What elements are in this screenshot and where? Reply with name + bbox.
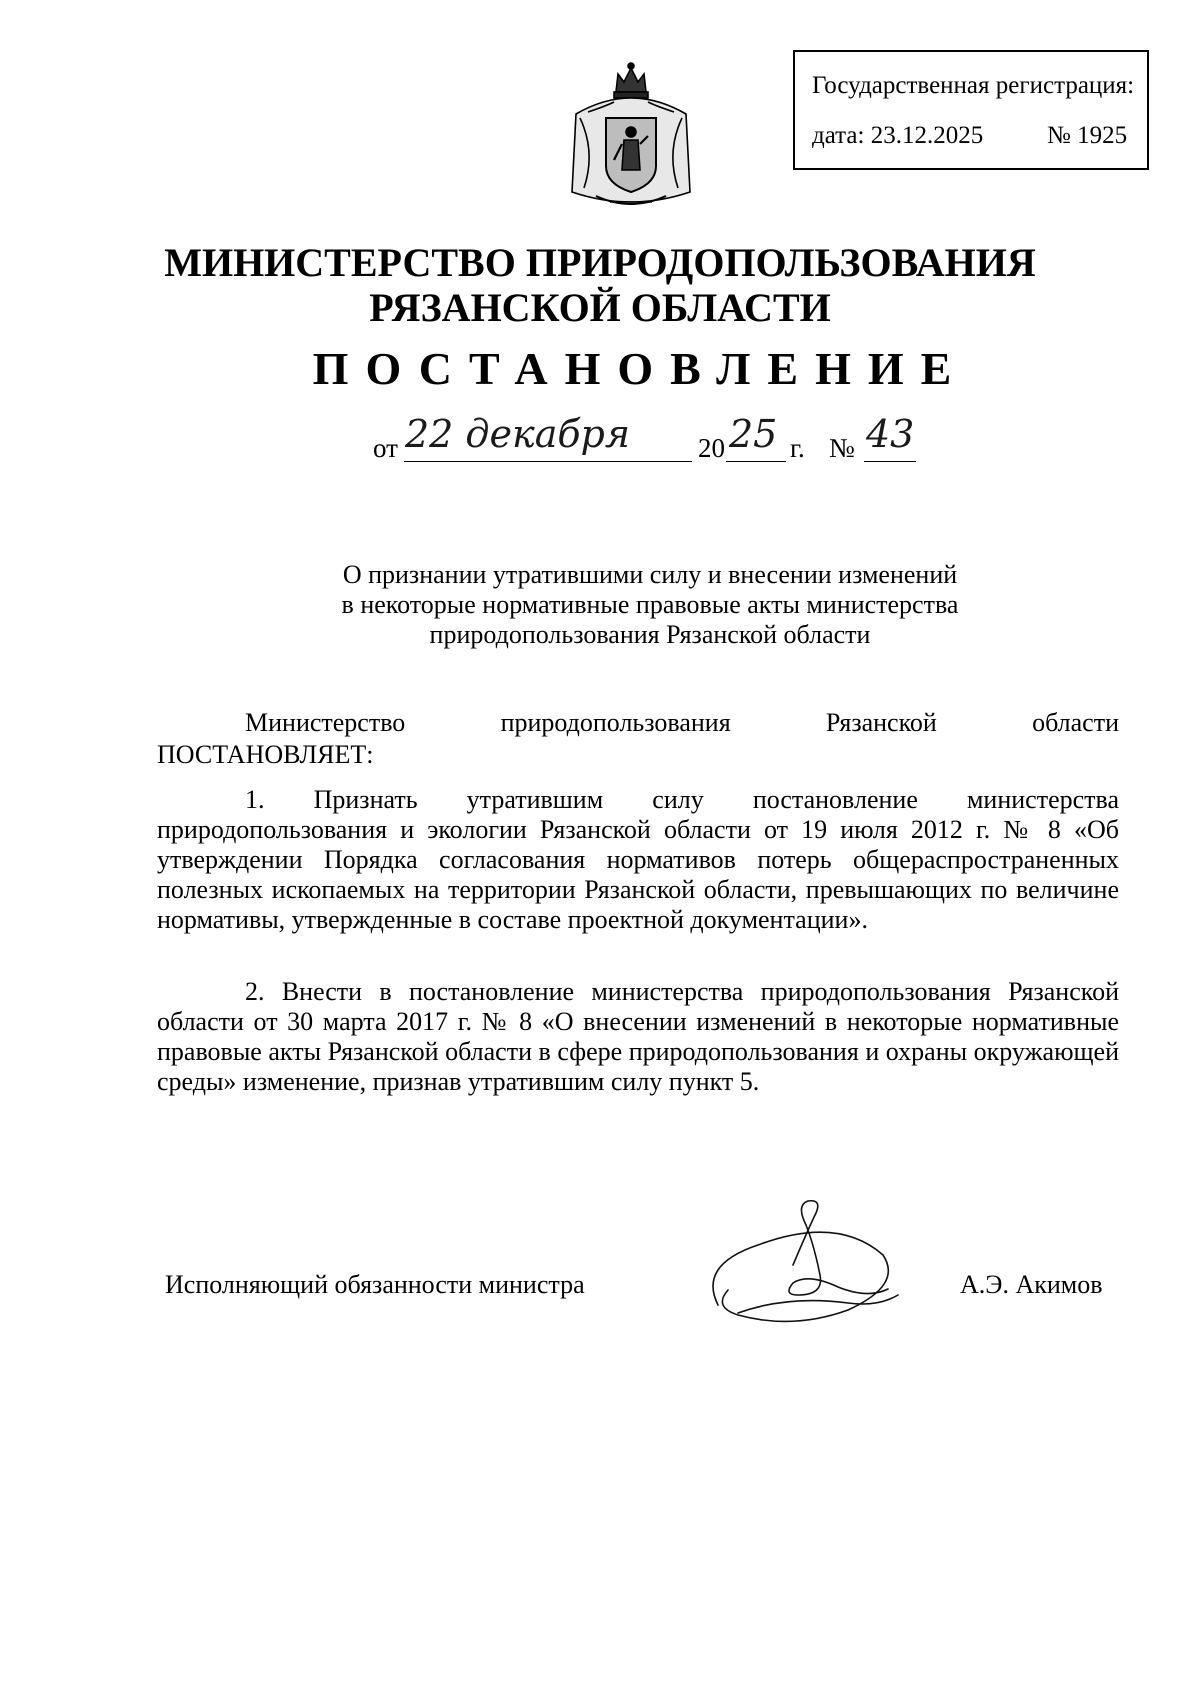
handwritten-date: 22 декабря	[405, 412, 631, 456]
document-title-line2: в некоторые нормативные правовые акты министерства	[341, 590, 959, 619]
document-title	[180, 560, 1120, 650]
handwritten-number: 43	[866, 412, 915, 456]
preamble-word-nature: природопользования	[500, 708, 731, 737]
signer-name: А.Э. Акимов	[960, 1270, 1103, 1299]
year-suffix: г.	[790, 433, 805, 463]
paragraph-1: 1. Признать утратившим силу постановление министерства природопользования и экологии Рязанской области от 19 июля 2012 г. № 8 «Об утверждении Порядка согласования нормативов потерь общераспространенных полезных ископаемых на территории Рязанской области, превышающих по величине нормативы, утвержденные в составе проектной документации».	[157, 785, 1119, 934]
document-title-line3: природопользования Рязанской области	[429, 620, 871, 649]
coat-of-arms-emblem	[566, 62, 696, 214]
signer-position: Исполняющий обязанности министра	[165, 1270, 585, 1299]
paragraph-2: 2. Внести в постановление министерства природопользования Рязанской области от 30 марта 2017 г. № 8 «О внесении изменений в некоторые нормативные правовые акты Рязанской области в сфере природопользования и охраны окружающей среды» изменение, признав утратившим силу пункт 5.	[157, 977, 1119, 1096]
ministry-name-line2: РЯЗАНСКОЙ ОБЛАСТИ	[369, 285, 831, 330]
year-prefix: 20	[698, 433, 725, 463]
registration-title: Государственная регистрация:	[812, 72, 1135, 99]
handwritten-year: 25	[729, 412, 778, 456]
date-underline	[404, 461, 692, 462]
document-type-heading: ПОСТАНОВЛЕНИЕ	[312, 343, 969, 394]
registration-number: № 1925	[1047, 122, 1128, 149]
date-prefix: от	[373, 433, 398, 463]
number-underline	[864, 461, 916, 462]
preamble-word-ministry: Министерство	[245, 708, 406, 737]
registration-date: дата: 23.12.2025	[812, 122, 984, 149]
preamble-decree-word: ПОСТАНОВЛЯЕТ:	[157, 740, 374, 769]
registration-stamp	[793, 50, 1149, 170]
preamble-word-region: области	[1032, 708, 1119, 737]
ministry-name-line1: МИНИСТЕРСТВО ПРИРОДОПОЛЬЗОВАНИЯ	[164, 240, 1036, 285]
preamble-line1	[245, 708, 1119, 738]
handwritten-signature	[698, 1195, 908, 1335]
document-title-line1: О признании утратившими силу и внесении изменений	[342, 560, 958, 589]
preamble-word-ryazan: Рязанской	[825, 708, 937, 737]
year-underline	[726, 461, 786, 462]
number-prefix: №	[829, 433, 855, 463]
